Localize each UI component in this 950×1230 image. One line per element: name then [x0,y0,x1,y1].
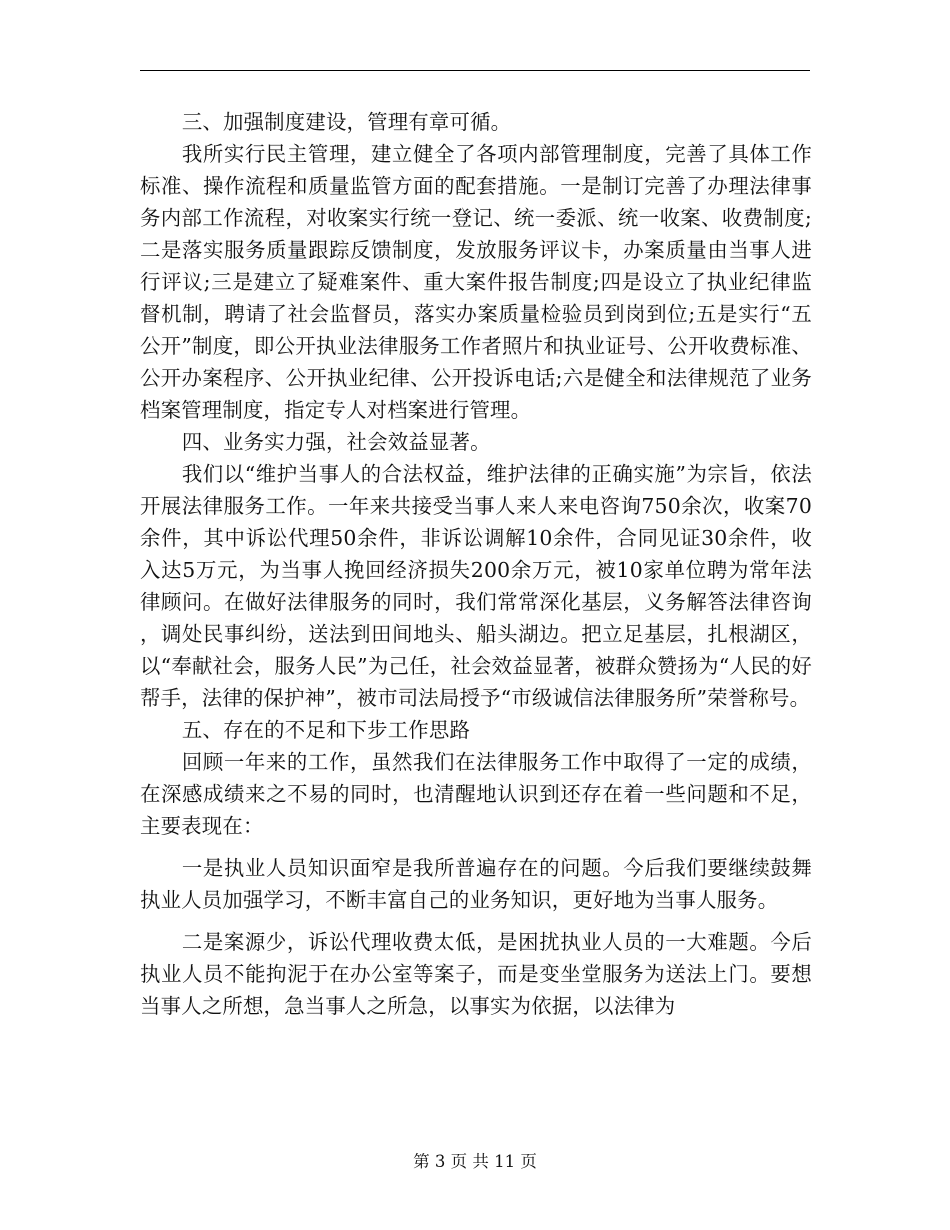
section-heading-3: 三、加强制度建设，管理有章可循。 [181,110,512,134]
section-heading-5: 五、存在的不足和下步工作思路 [181,718,471,742]
paragraph-review: 回顾一年来的工作，虽然我们在法律服务工作中取得了一定的成绩，在深感成绩来之不易的同时，也清醒地认识到还存在着一些问题和不足，主要表现在： [140,750,812,838]
paragraph-issue-1: 一是执业人员知识面窄是我所普遍存在的问题。今后我们要继续鼓舞执业人员加强学习，不断丰富自己的业务知识，更好地为当事人服务。 [140,856,812,912]
header-rule [140,70,810,71]
page-number-footer: 第 3 页 共 11 页 [413,1152,537,1171]
paragraph-issue-2: 二是案源少，诉讼代理收费太低，是困扰执业人员的一大难题。今后执业人员不能拘泥于在办公室等案子，而是变坐堂服务为送法上门。要想当事人之所想，急当事人之所急，以事实为依据，以法律为 [140,930,812,1018]
paragraph-business-results: 我们以“维护当事人的合法权益，维护法律的正确实施”为宗旨，依法开展法律服务工作。一年来共接受当事人来人来电咨询750余次，收案70余件，其中诉讼代理50余件，非诉讼调解10余件，合同见证30余件，收入达5万元，为当事人挽回经济损失200余万元，被10家单位聘为常年法律顾问。在做好法律服务的同时，我们常常深化基层，义务解答法律咨询，调处民事纠纷，送法到田间地头、船头湖边。把立足基层，扎根湖区，以“奉献社会，服务人民”为己任，社会效益显著，被群众赞扬为“人民的好帮手，法律的保护神”，被市司法局授予“市级诚信法律服务所”荣誉称号。 [140,462,812,710]
document-body [140,106,812,1022]
paragraph-management-system: 我所实行民主管理，建立健全了各项内部管理制度，完善了具体工作标准、操作流程和质量监管方面的配套措施。一是制订完善了办理法律事务内部工作流程，对收案实行统一登记、统一委派、统一收案、收费制度;二是落实服务质量跟踪反馈制度，发放服务评议卡，办案质量由当事人进行评议;三是建立了疑难案件、重大案件报告制度;四是设立了执业纪律监督机制，聘请了社会监督员，落实办案质量检验员到岗到位;五是实行“五公开”制度，即公开执业法律服务工作者照片和执业证号、公开收费标准、公开办案程序、公开执业纪律、公开投诉电话;六是健全和法律规范了业务档案管理制度，指定专人对档案进行管理。 [140,142,812,422]
section-heading-4: 四、业务实力强，社会效益显著。 [181,430,491,454]
